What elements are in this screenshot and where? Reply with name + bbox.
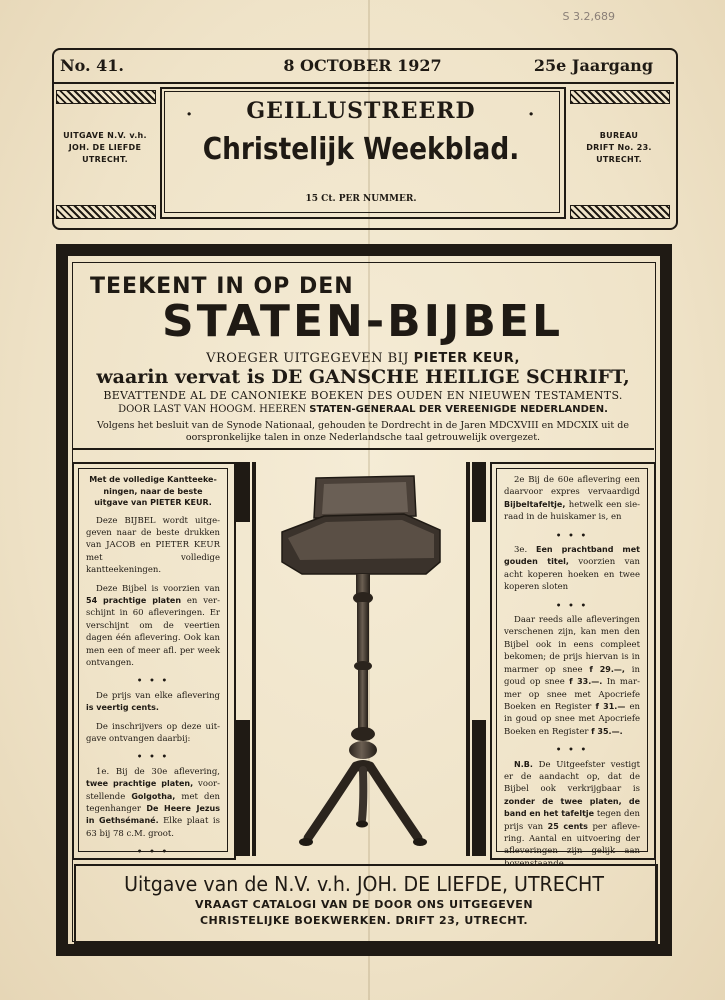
right-paragraph	[504, 544, 640, 594]
footer-catalog-line-1: VRAAGT CATALOGI VAN DE DOOR ONS UITGEGEVEN	[194, 898, 534, 911]
text: Deze Bijbel is voorzien van	[96, 583, 220, 594]
bible-stand-illustration	[264, 470, 462, 860]
ad-line-authority	[72, 404, 654, 415]
text-bold: f 35.—.	[591, 726, 623, 736]
footer-publisher: Uitgave van de N.V. v.h. JOH. DE LIEFDE, UTRECHT	[124, 872, 604, 896]
bureau-info-line: UTRECHT.	[596, 155, 642, 164]
ad-line-books: BEVATTENDE AL DE CANONIEKE BOEKEN DES OUDEN EN NIEUWEN TESTAMENTS.	[103, 389, 623, 402]
text: voorstellende	[86, 779, 220, 802]
right-paragraph	[504, 474, 640, 524]
text: tegen den prijs van	[504, 809, 640, 832]
text: Elke plaat is 63 bij 78 c.M. groot.	[86, 816, 220, 839]
text-bold: twee prachtige platen,	[86, 779, 194, 789]
ad-line-translation: oorspronkelijke talen in onze Nederlandsche taal getrouwelijk overgezet.	[185, 432, 541, 443]
publisher-info-line: JOH. DE LIEFDE	[68, 143, 142, 152]
text: voorzien van acht koperen hoeken en twee koperen sloten	[504, 557, 640, 593]
right-paragraph	[504, 614, 640, 738]
ornament-band	[56, 90, 156, 104]
text: hetwelk een sieraad in de huiskamer is, en	[504, 499, 640, 523]
text-bold: 25 cents	[547, 821, 588, 831]
text-bold: Bijbeltafeltje,	[504, 499, 566, 509]
ad-border-right	[660, 244, 672, 954]
left-paragraph	[86, 583, 220, 670]
ad-line-contents	[72, 366, 654, 388]
masthead-divider	[52, 82, 674, 84]
publisher-info	[56, 130, 154, 166]
publisher-info-line: UITGAVE N.V. v.h.	[63, 131, 147, 140]
text: en in goud op snee met Apocriefe Boeken en Register	[504, 701, 640, 737]
right-column-text	[504, 474, 640, 876]
bureau-info-line: BUREAU	[599, 131, 639, 140]
deco-bar	[236, 462, 250, 522]
text-bold: De Heere Jezus in Gethsémané.	[86, 804, 220, 826]
issue-price: 15 Ct. PER NUMMER.	[305, 194, 417, 204]
text-bold: f 33.—.	[569, 677, 603, 687]
ornament-band	[570, 90, 670, 104]
separator-stars: • • •	[555, 600, 589, 611]
text: en verschijnt in 60 afleveringen. Er verschijnt om de veertien dagen één aflevering. Ook kan men een of meer afl. per week ontvangen.	[86, 595, 220, 668]
deco-rule	[252, 462, 256, 856]
bureau-info-line: DRIFT No. 23.	[586, 143, 652, 152]
ad-text: waarin vervat is	[96, 366, 272, 388]
footer-catalog-line-2: CHRISTELIJKE BOEKWERKEN. DRIFT 23, UTRECHT.	[199, 914, 529, 927]
issue-number: No. 41.	[60, 56, 124, 75]
text-bold: f 29.—,	[589, 664, 625, 674]
left-paragraph: Deze BIJBEL wordt uitgegeven naar de beste drukken van JACOB en PIETER KEUR met volledige kantteekeningen.	[86, 515, 220, 576]
text-bold: 54 prachtige platen	[86, 595, 182, 605]
left-paragraph	[86, 766, 220, 840]
text-bold: zonder de twee platen, de band en het tafeltje	[504, 796, 640, 819]
left-column-text	[86, 474, 220, 861]
separator-stars: • • •	[555, 530, 589, 541]
text-bold: Een prachtband met gouden titel,	[504, 545, 641, 567]
archive-mark: S 3.2,689	[562, 10, 615, 23]
text: 3e.	[514, 545, 537, 556]
ad-border-left	[56, 244, 68, 954]
issue-date: 8 OCTOBER 1927	[283, 56, 442, 75]
ad-line-synod: Volgens het besluit van de Synode Nationaal, gehouden te Dordrecht in de Jaren MDCXVIII en MDCXIX uit de	[97, 420, 629, 431]
text: Daar reeds alle afleveringen verschenen zijn, kan men den Bijbel ook in eens compleet bekomen; de prijs hiervan is in marmer op snee	[504, 615, 640, 675]
text-bold: is veertig cents.	[86, 703, 159, 713]
text-bold: f 31.—	[595, 701, 626, 711]
deco-bar	[236, 720, 250, 856]
right-paragraph	[504, 759, 640, 871]
title-bullet: ·	[186, 104, 193, 125]
ornament-band	[570, 205, 670, 219]
text: met den tegenhanger	[86, 791, 220, 815]
ad-text: DOOR LAST VAN HOOGM. HEEREN	[118, 404, 310, 415]
ad-border-bottom	[56, 944, 672, 956]
left-paragraph	[86, 690, 220, 715]
bureau-info	[570, 130, 668, 166]
text: In marmer op snee met Apocriefe Boeken en Register	[504, 677, 640, 712]
text: per aflevering. Aantal en uitvoering der afleveringen zijn gelijk aan bovenstaande.	[504, 821, 640, 869]
text: De Uitgeefster vestigt er de aandacht op, dat de Bijbel ook verkrijgbaar is	[504, 759, 640, 795]
deco-rule	[466, 462, 470, 856]
ad-text: VROEGER UITGEGEVEN BIJ	[206, 351, 414, 366]
ad-headline-small: TEEKENT IN OP DEN	[90, 274, 354, 299]
left-paragraph: De inschrijvers op deze uitgave ontvangen daarbij:	[86, 721, 220, 744]
ad-line-publisher	[72, 351, 654, 366]
separator-stars: • • •	[136, 676, 170, 687]
separator-stars: • • •	[136, 847, 170, 858]
text: 2e Bij de 60e aflevering een daarvoor expres vervaardigd	[504, 475, 640, 498]
separator-stars: • • •	[136, 752, 170, 763]
publisher-info-line: UTRECHT.	[82, 155, 128, 164]
deco-bar	[472, 462, 486, 522]
text: De prijs van elke aflevering	[96, 690, 220, 701]
left-intro: Met de volledige Kantteekeningen, naar de beste uitgave van PIETER KEUR.	[89, 475, 217, 507]
separator-stars: • • •	[555, 745, 589, 756]
volume-year: 25e Jaargang	[533, 56, 653, 75]
ad-text-bold: PIETER KEUR,	[413, 351, 520, 366]
text-bold: Golgotha,	[131, 791, 176, 801]
title-bullet: ·	[528, 104, 535, 125]
ad-text-bold: DE GANSCHE HEILIGE SCHRIFT,	[271, 366, 630, 388]
newspaper-title: Christelijk Weekblad.	[202, 132, 520, 167]
ad-border-top	[56, 244, 672, 256]
ornament-band	[56, 205, 156, 219]
text: 1e. Bij de 30e aflevering,	[96, 766, 220, 777]
ad-text-bold: STATEN-GENERAAL DER VEREENIGDE NEDERLANDEN.	[309, 404, 608, 415]
text-bold: N.B.	[514, 759, 533, 769]
title-line-1: GEILLUSTREERD	[246, 98, 476, 124]
deco-bar	[472, 720, 486, 856]
text: in goud op snee	[504, 664, 640, 688]
ad-headline-big: STATEN-BIJBEL	[162, 296, 563, 347]
